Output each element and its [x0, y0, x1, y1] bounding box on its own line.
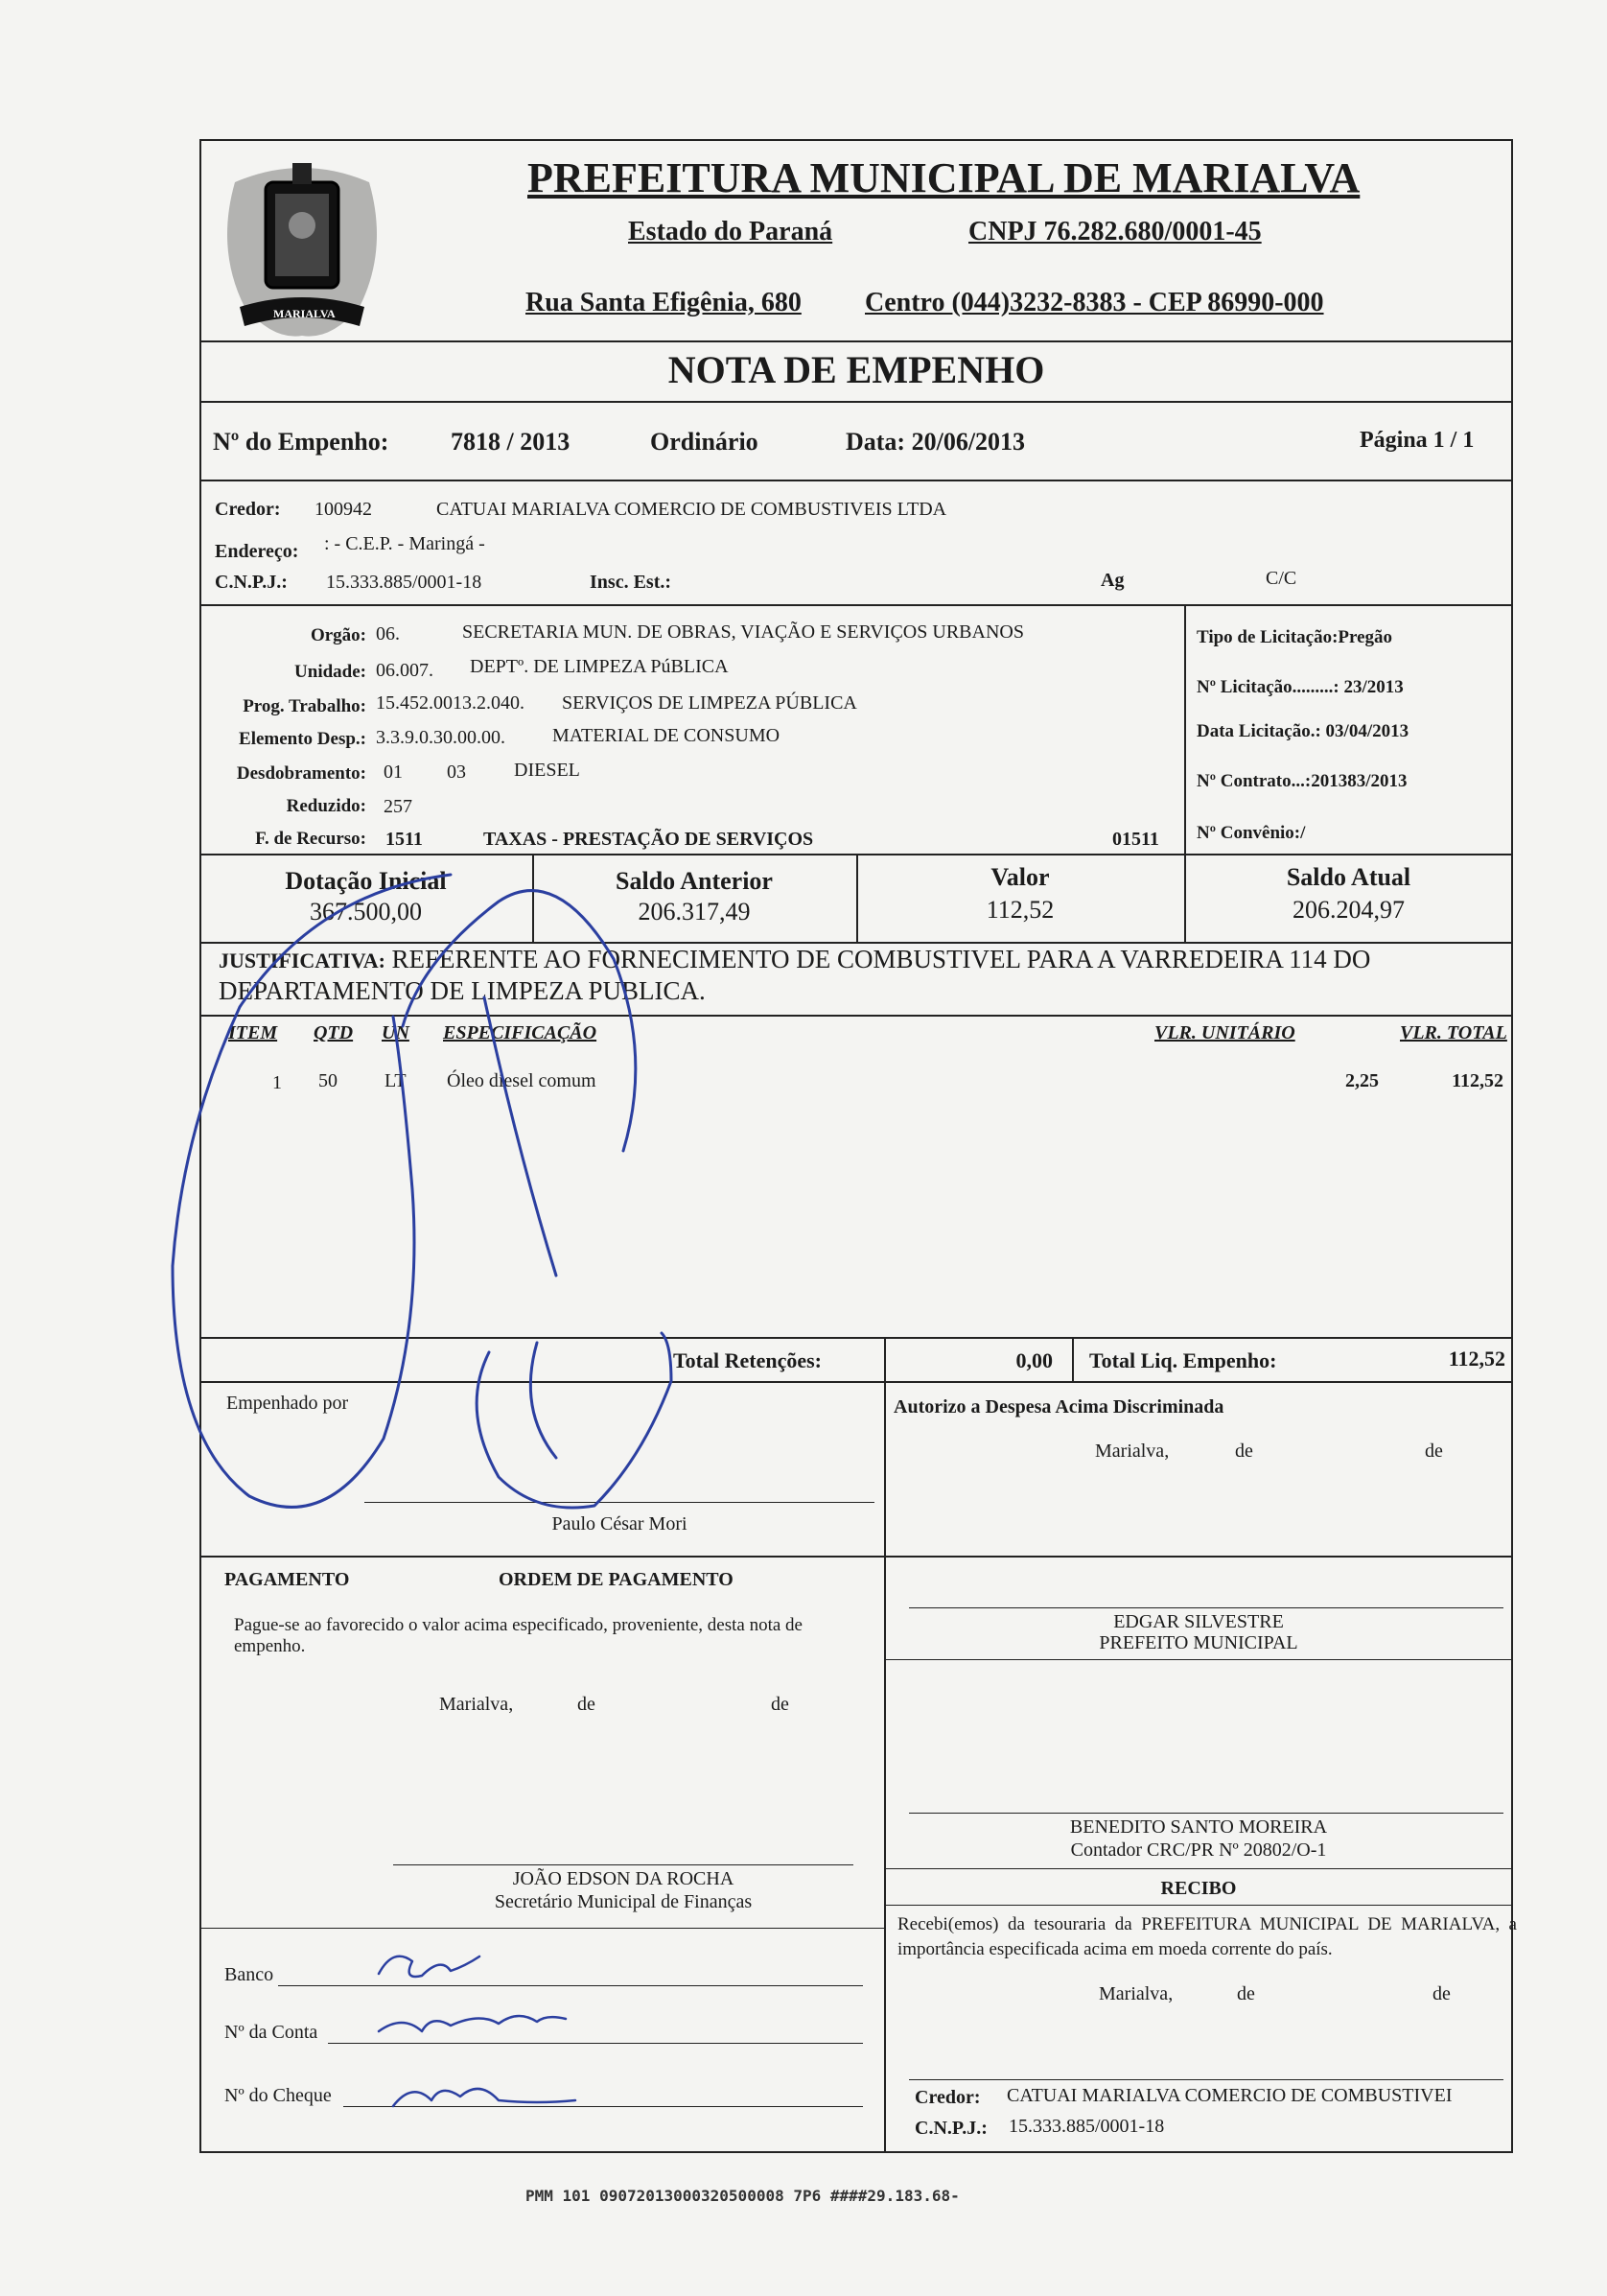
justificativa-line2: DEPARTAMENTO DE LIMPEZA PUBLICA.: [219, 976, 706, 1005]
credor-code: 100942: [314, 499, 372, 520]
insc-est-label: Insc. Est.:: [590, 572, 672, 593]
autorizo-de2: de: [1425, 1441, 1443, 1462]
empenho-number: 7818 / 2013: [451, 428, 571, 456]
recibo-credor-label: Credor:: [915, 2087, 981, 2108]
retencoes-value: 0,00: [1015, 1348, 1053, 1372]
retencoes-label: Total Retenções:: [673, 1348, 822, 1372]
ag-label: Ag: [1101, 570, 1125, 591]
unidade-code: 06.007.: [376, 660, 433, 681]
contador-name: BENEDITO SANTO MOREIRA: [1069, 1816, 1328, 1838]
autorizo-label: Autorizo a Despesa Acima Discriminada: [894, 1396, 1224, 1417]
reduzido-value: 257: [384, 796, 412, 817]
orgao-code: 06.: [376, 623, 400, 644]
recibo-cnpj: 15.333.885/0001-18: [1009, 2116, 1165, 2137]
item-vlr-unitario: 2,25: [1345, 1070, 1379, 1091]
liquido-value: 112,52: [1448, 1347, 1505, 1371]
item-un: LT: [384, 1070, 407, 1091]
recibo-de2: de: [1432, 1983, 1451, 2004]
saldo-anterior-label: Saldo Anterior: [616, 867, 773, 895]
recibo-credor: CATUAI MARIALVA COMERCIO DE COMBUSTIVEI: [1007, 2085, 1453, 2106]
convenio-numero: Nº Convênio:/: [1197, 823, 1306, 843]
dotacao-value: 367.500,00: [310, 898, 422, 925]
justificativa-label: JUSTIFICATIVA:: [219, 949, 386, 972]
recibo-text: Recebi(emos) da tesouraria da PREFEITURA MUNICIPAL DE MARIALVA, a importância especificada acima em moeda corrente do país.: [897, 1914, 1517, 1959]
pagamento-place: Marialva,: [439, 1694, 514, 1715]
recurso-name: TAXAS - PRESTAÇÃO DE SERVIÇOS: [483, 829, 814, 850]
secretario-name: JOÃO EDSON DA ROCHA: [512, 1868, 734, 1889]
credor-label: Credor:: [215, 499, 281, 520]
prog-trabalho-name: SERVIÇOS DE LIMPEZA PÚBLICA: [562, 692, 857, 714]
justificativa-line1: REFERENTE AO FORNECIMENTO DE COMBUSTIVEL PARA A VARREDEIRA 114 DO: [391, 945, 1371, 973]
prefeito-title: PREFEITO MUNICIPAL: [1099, 1632, 1298, 1653]
licitacao-tipo: Tipo de Licitação:Pregão: [1197, 627, 1393, 647]
autorizo-place: Marialva,: [1095, 1441, 1170, 1462]
col-vlr-total-header: VLR. TOTAL: [1400, 1022, 1507, 1043]
elemento-code: 3.3.9.0.30.00.00.: [376, 727, 505, 748]
orgao-label: Orgão:: [310, 625, 366, 645]
orgao-name: SECRETARIA MUN. DE OBRAS, VIAÇÃO E SERVIÇOS URBANOS: [462, 621, 1024, 643]
address-rest: Centro (044)3232-8383 - CEP 86990-000: [865, 288, 1324, 317]
item-number: 1: [272, 1072, 282, 1093]
empenho-date: Data: 20/06/2013: [846, 428, 1026, 456]
recurso-code: 1511: [385, 829, 423, 850]
empenho-number-label: Nº do Empenho:: [213, 428, 389, 456]
contrato-numero: Nº Contrato...:201383/2013: [1197, 771, 1408, 791]
empenho-type: Ordinário: [650, 428, 758, 456]
recibo-cnpj-label: C.N.P.J.:: [915, 2118, 988, 2139]
recurso-num: 01511: [1112, 829, 1159, 850]
valor-label: Valor: [990, 863, 1050, 891]
prog-trabalho-code: 15.452.0013.2.040.: [376, 692, 524, 714]
pagamento-de2: de: [771, 1694, 789, 1715]
credor-cnpj: 15.333.885/0001-18: [326, 572, 482, 593]
col-item-header: ITEM: [228, 1022, 278, 1043]
saldo-anterior-value: 206.317,49: [638, 898, 751, 925]
licitacao-data: Data Licitação.: 03/04/2013: [1197, 721, 1409, 741]
cc-label: C/C: [1266, 568, 1297, 589]
desdobramento-label: Desdobramento:: [236, 763, 366, 784]
contador-title: Contador CRC/PR Nº 20802/O-1: [1070, 1839, 1327, 1861]
empenhado-label: Empenhado por: [226, 1393, 349, 1414]
cnpj-label: C.N.P.J.:: [215, 572, 288, 593]
endereco-value: : - C.E.P. - Maringá -: [324, 533, 485, 554]
saldo-atual-value: 206.204,97: [1293, 896, 1405, 924]
saldo-atual-label: Saldo Atual: [1286, 863, 1411, 891]
crest-banner-text: MARIALVA: [273, 307, 336, 320]
desdobramento-name: DIESEL: [514, 760, 580, 781]
desdobramento-b: 03: [447, 761, 466, 783]
pagamento-label: PAGAMENTO: [224, 1569, 350, 1590]
prog-trabalho-label: Prog. Trabalho:: [243, 696, 366, 716]
address: Rua Santa Efigênia, 680: [525, 288, 802, 317]
recibo-place: Marialva,: [1099, 1983, 1174, 2004]
col-qtd-header: QTD: [314, 1022, 354, 1043]
liquido-label: Total Liq. Empenho:: [1089, 1348, 1277, 1372]
conta-label: Nº da Conta: [224, 2022, 318, 2043]
recibo-label: RECIBO: [1160, 1878, 1237, 1899]
page-title: PREFEITURA MUNICIPAL DE MARIALVA: [527, 154, 1361, 201]
banco-label: Banco: [224, 1964, 274, 1985]
credor-name: CATUAI MARIALVA COMERCIO DE COMBUSTIVEIS LTDA: [436, 499, 947, 520]
unidade-label: Unidade:: [294, 662, 366, 682]
item-especificacao: Óleo diesel comum: [447, 1070, 596, 1091]
ordem-pagamento-label: ORDEM DE PAGAMENTO: [499, 1569, 734, 1590]
licitacao-numero: Nº Licitação.........: 23/2013: [1197, 677, 1404, 697]
cheque-label: Nº do Cheque: [224, 2085, 332, 2106]
state-name: Estado do Paraná: [628, 217, 833, 246]
desdobramento-a: 01: [384, 761, 403, 783]
recibo-de1: de: [1237, 1983, 1255, 2004]
recurso-label: F. de Recurso:: [255, 829, 366, 849]
page-number: Página 1 / 1: [1360, 428, 1475, 453]
autorizo-de1: de: [1235, 1441, 1253, 1462]
unidade-name: DEPTº. DE LIMPEZA PúBLICA: [470, 656, 729, 677]
col-un-header: UN: [382, 1022, 409, 1043]
dotacao-label: Dotação Inicial: [285, 867, 447, 895]
cnpj-header: CNPJ 76.282.680/0001-45: [968, 217, 1262, 246]
secretario-title: Secretário Municipal de Finanças: [494, 1891, 753, 1912]
pagamento-de1: de: [577, 1694, 595, 1715]
col-vlr-unitario-header: VLR. UNITÁRIO: [1154, 1022, 1295, 1043]
elemento-label: Elemento Desp.:: [239, 729, 366, 749]
col-especificacao-header: ESPECIFICAÇÃO: [443, 1022, 597, 1043]
reduzido-label: Reduzido:: [286, 796, 366, 816]
endereco-label: Endereço:: [215, 541, 299, 562]
valor-value: 112,52: [986, 896, 1055, 924]
prefeito-name: EDGAR SILVESTRE: [1113, 1611, 1284, 1632]
empenhado-signer: Paulo César Mori: [551, 1513, 687, 1535]
item-qtd: 50: [318, 1070, 338, 1091]
pagamento-text: Pague-se ao favorecido o valor acima especificado, proveniente, desta nota de empenho.: [234, 1615, 803, 1656]
doc-title: NOTA DE EMPENHO: [667, 348, 1045, 391]
elemento-name: MATERIAL DE CONSUMO: [552, 725, 780, 746]
item-vlr-total: 112,52: [1452, 1070, 1503, 1091]
footer-code: PMM 101 09072013000320500008 7P6 ####29.183.68-: [525, 2187, 960, 2205]
